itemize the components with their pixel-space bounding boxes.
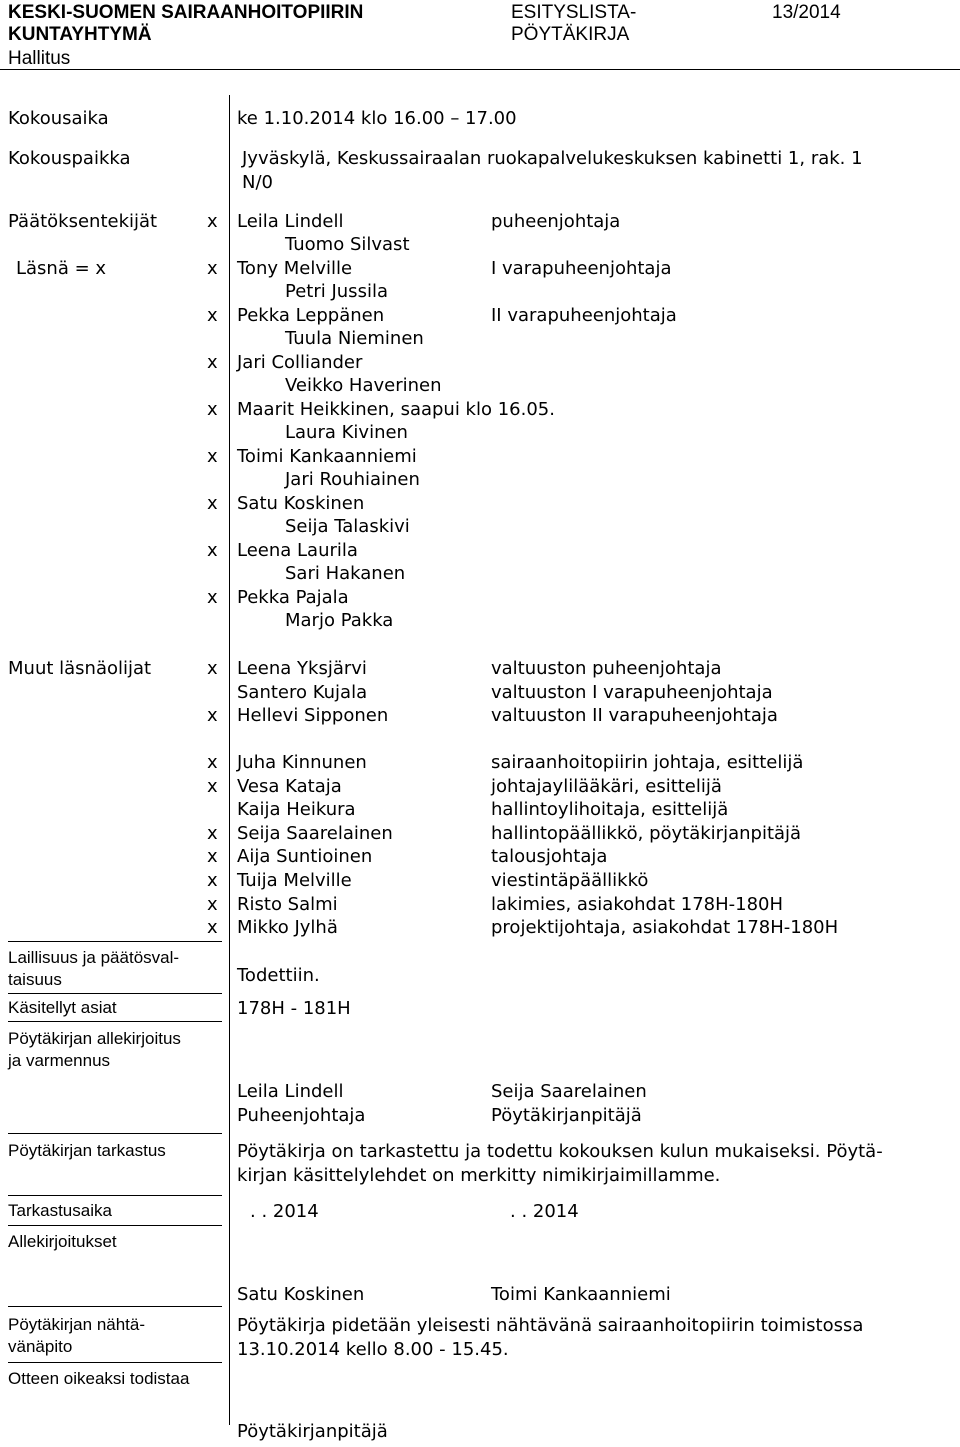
attendee-role: lakimies, asiakohdat 178H-180H bbox=[491, 893, 784, 915]
present-legend: Läsnä = x bbox=[16, 258, 107, 279]
attendance-mark: x bbox=[207, 211, 218, 232]
attendee-name: Aija Suntioinen bbox=[237, 846, 373, 868]
secretary-name: Seija Saarelainen bbox=[491, 1081, 647, 1102]
handled-divider bbox=[8, 1021, 222, 1022]
handled-items-label: Käsitellyt asiat bbox=[8, 998, 117, 1017]
attendance-mark: x bbox=[207, 540, 218, 561]
attendee-role: projektijohtaja, asiakohdat 178H-180H bbox=[491, 917, 839, 939]
member-role: II varapuheenjohtaja bbox=[491, 305, 677, 326]
chair-name: Leila Lindell bbox=[237, 1081, 344, 1102]
attendance-mark: x bbox=[207, 705, 218, 726]
review-time-divider bbox=[8, 1225, 222, 1226]
display-label-line2: vänäpito bbox=[8, 1337, 73, 1356]
meeting-place-value-line1: Jyväskylä, Keskussairaalan ruokapalvelukeskuksen kabinetti 1, rak. 1 bbox=[242, 148, 863, 169]
column-divider bbox=[229, 95, 230, 1425]
member-name: Pekka Leppänen bbox=[237, 305, 385, 326]
secretary-title: Pöytäkirjanpitäjä bbox=[491, 1105, 642, 1126]
attendee-role: viestintäpäällikkö bbox=[491, 870, 649, 891]
decision-makers-label: Päätöksentekijät bbox=[8, 211, 158, 232]
legality-value: Todettiin. bbox=[237, 965, 320, 986]
signing-divider bbox=[8, 1133, 222, 1134]
attendee-role: hallintopäällikkö, pöytäkirjanpitäjä bbox=[491, 822, 802, 844]
member-name: Tony Melville bbox=[237, 258, 353, 279]
display-label-line1: Pöytäkirjan nähtä- bbox=[8, 1315, 146, 1334]
attendance-mark: x bbox=[207, 846, 218, 868]
review-date-1: . . 2014 bbox=[250, 1201, 319, 1222]
attendance-mark: x bbox=[207, 493, 218, 514]
meeting-time-value: ke 1.10.2014 klo 16.00 – 17.00 bbox=[237, 108, 517, 129]
attendee-role: sairaanhoitopiirin johtaja, esittelijä bbox=[491, 752, 804, 773]
attendee-name: Vesa Kataja bbox=[237, 775, 342, 797]
attendee-name: Leena Yksjärvi bbox=[237, 658, 367, 679]
legality-divider bbox=[8, 941, 222, 942]
signatures-divider bbox=[8, 1306, 222, 1307]
attendee-role: hallintoylihoitaja, esittelijä bbox=[491, 799, 729, 821]
deputy-name: Petri Jussila bbox=[285, 281, 388, 302]
other-attendees-label: Muut läsnäolijat bbox=[8, 658, 152, 679]
display-divider bbox=[8, 1362, 222, 1363]
handled-items-value: 178H - 181H bbox=[237, 998, 351, 1019]
meeting-place-label: Kokouspaikka bbox=[8, 148, 131, 169]
deputy-name: Laura Kivinen bbox=[285, 422, 408, 443]
attendee-name: Juha Kinnunen bbox=[237, 752, 367, 773]
legality-label-line2: taisuus bbox=[8, 970, 62, 989]
attendance-mark: x bbox=[207, 822, 218, 844]
attendance-mark: x bbox=[207, 752, 218, 773]
attendance-mark: x bbox=[207, 775, 218, 797]
attendee-name: Seija Saarelainen bbox=[237, 822, 393, 844]
chair-title: Puheenjohtaja bbox=[237, 1105, 366, 1126]
signing-label-line1: Pöytäkirjan allekirjoitus bbox=[8, 1029, 181, 1048]
member-name: Toimi Kankaanniemi bbox=[237, 446, 417, 467]
review-time-label: Tarkastusaika bbox=[8, 1201, 112, 1220]
certify-label: Otteen oikeaksi todistaa bbox=[8, 1369, 190, 1388]
member-name: Pekka Pajala bbox=[237, 587, 349, 608]
signing-label-line2: ja varmennus bbox=[8, 1051, 111, 1070]
attendee-role: johtajaylilääkäri, esittelijä bbox=[491, 775, 722, 797]
review-text-line1: Pöytäkirja on tarkastettu ja todettu kokouksen kulun mukaiseksi. Pöytä- bbox=[237, 1141, 883, 1162]
legality-bottom-divider bbox=[8, 993, 222, 994]
reviewer-2: Toimi Kankaanniemi bbox=[491, 1284, 671, 1305]
deputy-name: Marjo Pakka bbox=[285, 610, 394, 631]
attendance-mark: x bbox=[207, 870, 218, 891]
deputy-name: Veikko Haverinen bbox=[285, 375, 442, 396]
attendee-name: Risto Salmi bbox=[237, 893, 338, 915]
attendee-name: Tuija Melville bbox=[237, 870, 352, 891]
legality-label-line1: Laillisuus ja päätösval- bbox=[8, 948, 180, 967]
certify-title: Pöytäkirjanpitäjä bbox=[237, 1421, 388, 1442]
attendee-name: Hellevi Sipponen bbox=[237, 705, 389, 726]
member-name: Maarit Heikkinen, saapui klo 16.05. bbox=[237, 399, 555, 420]
signatures-label: Allekirjoitukset bbox=[8, 1232, 117, 1251]
attendance-mark: x bbox=[207, 917, 218, 939]
member-name: Leila Lindell bbox=[237, 211, 344, 232]
deputy-name: Jari Rouhiainen bbox=[285, 469, 420, 490]
attendance-mark: x bbox=[207, 658, 218, 679]
attendance-mark: x bbox=[207, 587, 218, 608]
member-role: I varapuheenjohtaja bbox=[491, 258, 672, 279]
body-name: Hallitus bbox=[8, 48, 71, 69]
org-name-line2: KUNTAYHTYMÄ bbox=[8, 24, 152, 45]
attendee-role: talousjohtaja bbox=[491, 846, 608, 868]
review-label: Pöytäkirjan tarkastus bbox=[8, 1141, 166, 1160]
review-text-line2: kirjan käsittelylehdet on merkitty nimikirjaimillamme. bbox=[237, 1165, 721, 1186]
member-name: Jari Colliander bbox=[237, 352, 363, 373]
display-text-line2: 13.10.2014 kello 8.00 - 15.45. bbox=[237, 1339, 509, 1360]
attendance-mark: x bbox=[207, 446, 218, 467]
attendee-name: Kaija Heikura bbox=[237, 799, 356, 821]
deputy-name: Seija Talaskivi bbox=[285, 516, 410, 537]
display-text-line1: Pöytäkirja pidetään yleisesti nähtävänä sairaanhoitopiirin toimistossa bbox=[237, 1315, 864, 1336]
attendance-mark: x bbox=[207, 399, 218, 420]
attendee-name: Mikko Jylhä bbox=[237, 917, 338, 939]
member-name: Satu Koskinen bbox=[237, 493, 365, 514]
member-name: Leena Laurila bbox=[237, 540, 358, 561]
attendee-role: valtuuston puheenjohtaja bbox=[491, 658, 722, 679]
member-role: puheenjohtaja bbox=[491, 211, 621, 232]
doc-type-line1: ESITYSLISTA- bbox=[511, 2, 637, 23]
attendee-name: Santero Kujala bbox=[237, 681, 368, 703]
doc-type-line2: PÖYTÄKIRJA bbox=[511, 24, 630, 45]
review-date-2: . . 2014 bbox=[510, 1201, 579, 1222]
attendance-mark: x bbox=[207, 305, 218, 326]
meeting-place-value-line2: N/0 bbox=[242, 172, 273, 193]
meeting-time-label: Kokousaika bbox=[8, 108, 109, 129]
org-name-line1: KESKI-SUOMEN SAIRAANHOITOPIIRIN bbox=[8, 2, 364, 23]
reviewer-1: Satu Koskinen bbox=[237, 1284, 365, 1305]
attendee-role: valtuuston I varapuheenjohtaja bbox=[491, 681, 773, 703]
deputy-name: Tuomo Silvast bbox=[285, 234, 410, 255]
doc-number: 13/2014 bbox=[772, 2, 841, 23]
header-divider bbox=[0, 69, 960, 70]
attendance-mark: x bbox=[207, 352, 218, 373]
attendance-mark: x bbox=[207, 893, 218, 915]
deputy-name: Sari Hakanen bbox=[285, 563, 406, 584]
attendance-mark: x bbox=[207, 258, 218, 279]
review-divider bbox=[8, 1195, 222, 1196]
deputy-name: Tuula Nieminen bbox=[285, 328, 424, 349]
attendee-role: valtuuston II varapuheenjohtaja bbox=[491, 705, 778, 726]
